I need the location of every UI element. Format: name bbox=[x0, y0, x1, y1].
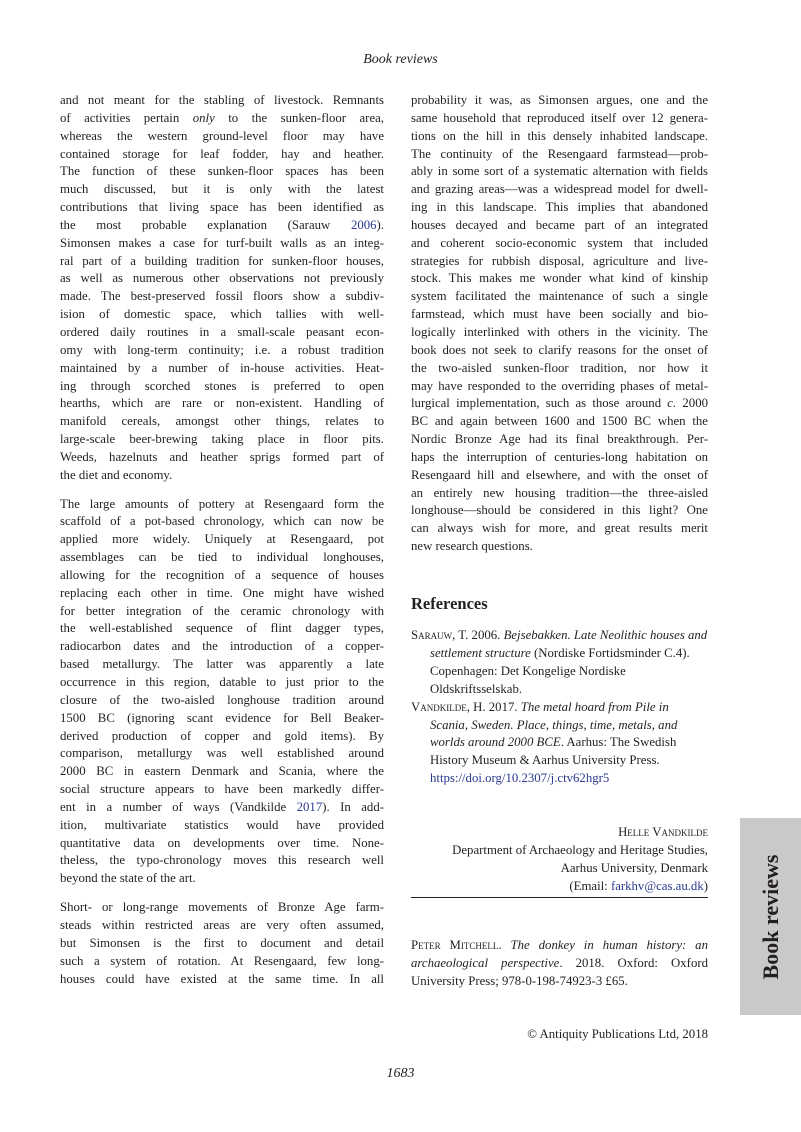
text-line: ision of domestic space, which tallies with well- bbox=[60, 307, 384, 322]
ref-details: (Nordiske Fortidsminder C.4). Copenhagen: Det Kongelige Nordiske Oldskriftsselskab. bbox=[430, 645, 690, 696]
text-segment: ). bbox=[376, 217, 384, 232]
reviewer-department: Department of Archaeology and Heritage Studies, bbox=[452, 843, 708, 857]
text-line: The large amounts of pottery at Resengaard form the bbox=[60, 496, 384, 511]
paragraph bbox=[60, 496, 384, 889]
text-line: replacing each other in time. One might have wished bbox=[60, 585, 384, 600]
text-line: ition, multivariate statistics would have provided bbox=[60, 817, 384, 832]
side-tab-label: Book reviews bbox=[757, 854, 783, 979]
references-list bbox=[411, 627, 708, 788]
text-line: book does not seek to clarify reasons for the onset of bbox=[411, 342, 708, 357]
text-line: The function of these sunken-floor spaces has been bbox=[60, 164, 384, 179]
text-segment: ). In add- bbox=[322, 799, 384, 814]
text-line: assemblages can be tied to individual longhouses, bbox=[60, 550, 384, 565]
text-line: maintained by a number of in-house activities. Heat- bbox=[60, 360, 384, 375]
text-line: houses could have existed at the same time. In all bbox=[60, 971, 384, 986]
text-line: ral part of a building tradition for sunken-floor houses, bbox=[60, 253, 384, 268]
section-side-tab bbox=[740, 818, 801, 1015]
text-line: applied more widely. Uniquely at Resengaard, pot bbox=[60, 532, 384, 547]
text-line: whereas the western ground-level floor may have bbox=[60, 128, 384, 143]
ref-title: The metal hoard from Pile in Scania, Sweden. Place, things, time, metals, and worlds around 2000 BCE bbox=[430, 699, 678, 750]
text-line bbox=[60, 217, 384, 235]
text-line: farmstead, which must have been socially and bio- bbox=[411, 307, 708, 322]
text-line: longhouse—should be considered in this light? One bbox=[411, 503, 708, 518]
text-line: contained storage for leaf fodder, hay and heather. bbox=[60, 146, 384, 161]
citation-link[interactable]: 2017 bbox=[296, 799, 323, 814]
references-heading: References bbox=[411, 594, 488, 613]
text-line: social structure appears to have been markedly differ- bbox=[60, 782, 384, 797]
text-segment: lurgical implementation, such as those around bbox=[411, 396, 668, 411]
text-line: manifold cereals, amongst other things, relates to bbox=[60, 414, 384, 429]
text-line: for better integration of the ceramic chronology with bbox=[60, 603, 384, 618]
text-line bbox=[60, 799, 384, 817]
text-line: strategies for rubbish disposal, agriculture and live- bbox=[411, 253, 708, 268]
ref-details: . Aarhus: The Swedish History Museum & Aarhus University Press. bbox=[430, 735, 677, 768]
text-line: an entirely new housing tradition—the three-aisled bbox=[411, 485, 708, 500]
reviewer-university: Aarhus University, Denmark bbox=[560, 861, 708, 875]
text-line: ordered daily routines in a small-scale peasant econ- bbox=[60, 324, 384, 339]
reviewer-signature bbox=[411, 823, 708, 895]
text-segment: 2000 bbox=[676, 396, 708, 411]
email-link[interactable]: farkhv@cas.au.dk bbox=[610, 879, 704, 893]
email-suffix: ) bbox=[703, 879, 708, 893]
text-line: Weeds, hazelnuts and heather sprigs formed part of bbox=[60, 449, 384, 464]
text-line: derived production of copper and gold items). By bbox=[60, 728, 384, 743]
text-line: based metallurgy. The latter was apparently a late bbox=[60, 657, 384, 672]
reference-item bbox=[411, 699, 708, 789]
text-line: and not meant for the stabling of livestock. Remnants bbox=[60, 93, 384, 107]
text-line: as well as numerous other observations not previously bbox=[60, 271, 384, 286]
text-line: scaffold of a pot-based chronology, which can now be bbox=[60, 514, 384, 529]
text-line: Simonsen makes a case for turf-built walls as an integ- bbox=[60, 235, 384, 250]
text-line: hearths, which are rare or non-existent. Handling of bbox=[60, 396, 384, 411]
text-segment: ent in a number of ways (Vandkilde bbox=[60, 799, 297, 814]
text-line: same household that reproduced itself over 12 genera- bbox=[411, 110, 708, 125]
text-line: can always wish for more, and great results merit bbox=[411, 521, 708, 536]
left-column bbox=[60, 92, 384, 999]
text-line: comparison, metallurgy was well established around bbox=[60, 746, 384, 761]
book-details: . 2018. Oxford: Oxford University Press; 978-0-198-74923-3 £65. bbox=[411, 956, 708, 988]
doi-link[interactable]: https://doi.org/10.2307/j.ctv62hgr5 bbox=[430, 771, 610, 786]
divider-rule bbox=[411, 897, 708, 898]
text-line: ing in this landscape. This implies that abandoned bbox=[411, 200, 708, 215]
text-line: Nordic Bronze Age had its final breakthrough. Per- bbox=[411, 432, 708, 447]
text-line: but Simonsen is the first to document and detail bbox=[60, 935, 384, 950]
text-segment: the most probable explanation (Sarauw bbox=[60, 217, 351, 232]
text-line: new research questions. bbox=[411, 539, 533, 554]
text-segment: only bbox=[192, 110, 215, 125]
paragraph bbox=[60, 92, 384, 485]
book-title: The donkey in human history: an archaeological perspective bbox=[411, 938, 708, 970]
text-segment: of activities pertain bbox=[60, 110, 193, 125]
citation-link[interactable]: 2006 bbox=[350, 217, 377, 232]
text-line: large-scale beer-brewing taking place in floor pits. bbox=[60, 432, 384, 447]
text-line: and grazing areas—was a widespread model for dwell- bbox=[411, 182, 708, 197]
text-line: theless, the typo-chronology moves this research well bbox=[60, 853, 384, 868]
text-line: allowing for the recognition of a sequence of houses bbox=[60, 567, 384, 582]
ref-year: , H. 2017. bbox=[466, 699, 521, 714]
ref-author: Vandkilde bbox=[411, 699, 467, 714]
text-line: closure of the two-aisled longhouse tradition around bbox=[60, 692, 384, 707]
running-header: Book reviews bbox=[363, 52, 438, 67]
text-line: 2000 BC in eastern Denmark and Scania, where the bbox=[60, 764, 384, 779]
text-line: houses decayed and became part of an integrated bbox=[411, 217, 708, 232]
text-line bbox=[60, 110, 384, 128]
reference-item bbox=[411, 627, 708, 699]
reviewer-name: Helle Vandkilde bbox=[618, 825, 708, 839]
text-line: beyond the state of the art. bbox=[60, 871, 196, 886]
book-author: Peter Mitchell bbox=[411, 938, 499, 952]
text-line: probability it was, as Simonsen argues, one and the bbox=[411, 93, 708, 107]
text-line: haps the interruption of centuries-long habitation on bbox=[411, 449, 708, 464]
text-line: occurrence in this region, datable to just prior to the bbox=[60, 675, 384, 689]
text-line: the well-established sequence of flint dagger types, bbox=[60, 621, 384, 636]
text-line: omy with long-term continuity; i.e. a robust tradition bbox=[60, 342, 384, 357]
text-line: may have responded to the overriding phases of metal- bbox=[411, 378, 708, 393]
text-line: made. The best-preserved fossil floors show a subdiv- bbox=[60, 289, 384, 304]
text-line: much discussed, but it is only with the latest bbox=[60, 182, 384, 197]
text-line: logically interlinked with others in the vicinity. The bbox=[411, 324, 708, 339]
text-line: tions on the hill in this densely inhabited landscape. bbox=[411, 128, 708, 143]
copyright-notice: © Antiquity Publications Ltd, 2018 bbox=[527, 1027, 708, 1041]
text-line: Resengaard hill and elsewhere, and with the onset of bbox=[411, 467, 708, 482]
text-line: contributions that living space has been identified as bbox=[60, 200, 384, 215]
text-line: the two-aisled sunken-floor tradition, nor how it bbox=[411, 360, 708, 375]
text-line: system facilitated the maintenance of such a single bbox=[411, 289, 708, 304]
text-line: quantitative data on developments over time. None- bbox=[60, 835, 384, 850]
text-line: steads within restricted areas are very often assumed, bbox=[60, 917, 384, 932]
text-line: and coherent socio-economic system that included bbox=[411, 235, 708, 250]
paragraph bbox=[411, 92, 708, 556]
ref-year: , T. 2006. bbox=[452, 628, 504, 642]
text-line: radiocarbon dates and the introduction of a copper- bbox=[60, 639, 384, 654]
ref-author: Sarauw bbox=[411, 628, 453, 642]
page-number: 1683 bbox=[386, 1066, 415, 1081]
separator: . bbox=[498, 938, 511, 952]
text-line: 1500 BC (ignoring scant evidence for Bell Beaker- bbox=[60, 710, 384, 725]
text-line bbox=[411, 395, 708, 413]
reviewer-email-line bbox=[411, 877, 708, 895]
text-line: ing through scorched stones is preferred to open bbox=[60, 378, 384, 393]
next-review-citation bbox=[411, 936, 708, 990]
text-segment: to the sunken-floor area, bbox=[214, 110, 385, 125]
text-line: BC and again between 1600 and 1500 BC when the bbox=[411, 414, 708, 429]
text-line: such a system of rotation. At Resengaard, few long- bbox=[60, 953, 384, 968]
text-line: The continuity of the Resengaard farmstead—prob- bbox=[411, 146, 708, 161]
ref-title: Bejsebakken. Late Neolithic houses and settlement structure bbox=[430, 628, 708, 660]
paragraph bbox=[60, 899, 384, 988]
email-prefix: (Email: bbox=[569, 879, 611, 893]
text-line: ably in some sort of a systematic alternation with fields bbox=[411, 164, 708, 179]
text-line: stock. This makes me wonder what kind of kinship bbox=[411, 271, 708, 286]
text-segment: c. bbox=[667, 396, 677, 411]
right-column bbox=[411, 92, 708, 567]
text-line: Short- or long-range movements of Bronze Age farm- bbox=[60, 900, 384, 915]
text-line: the diet and economy. bbox=[60, 467, 173, 482]
